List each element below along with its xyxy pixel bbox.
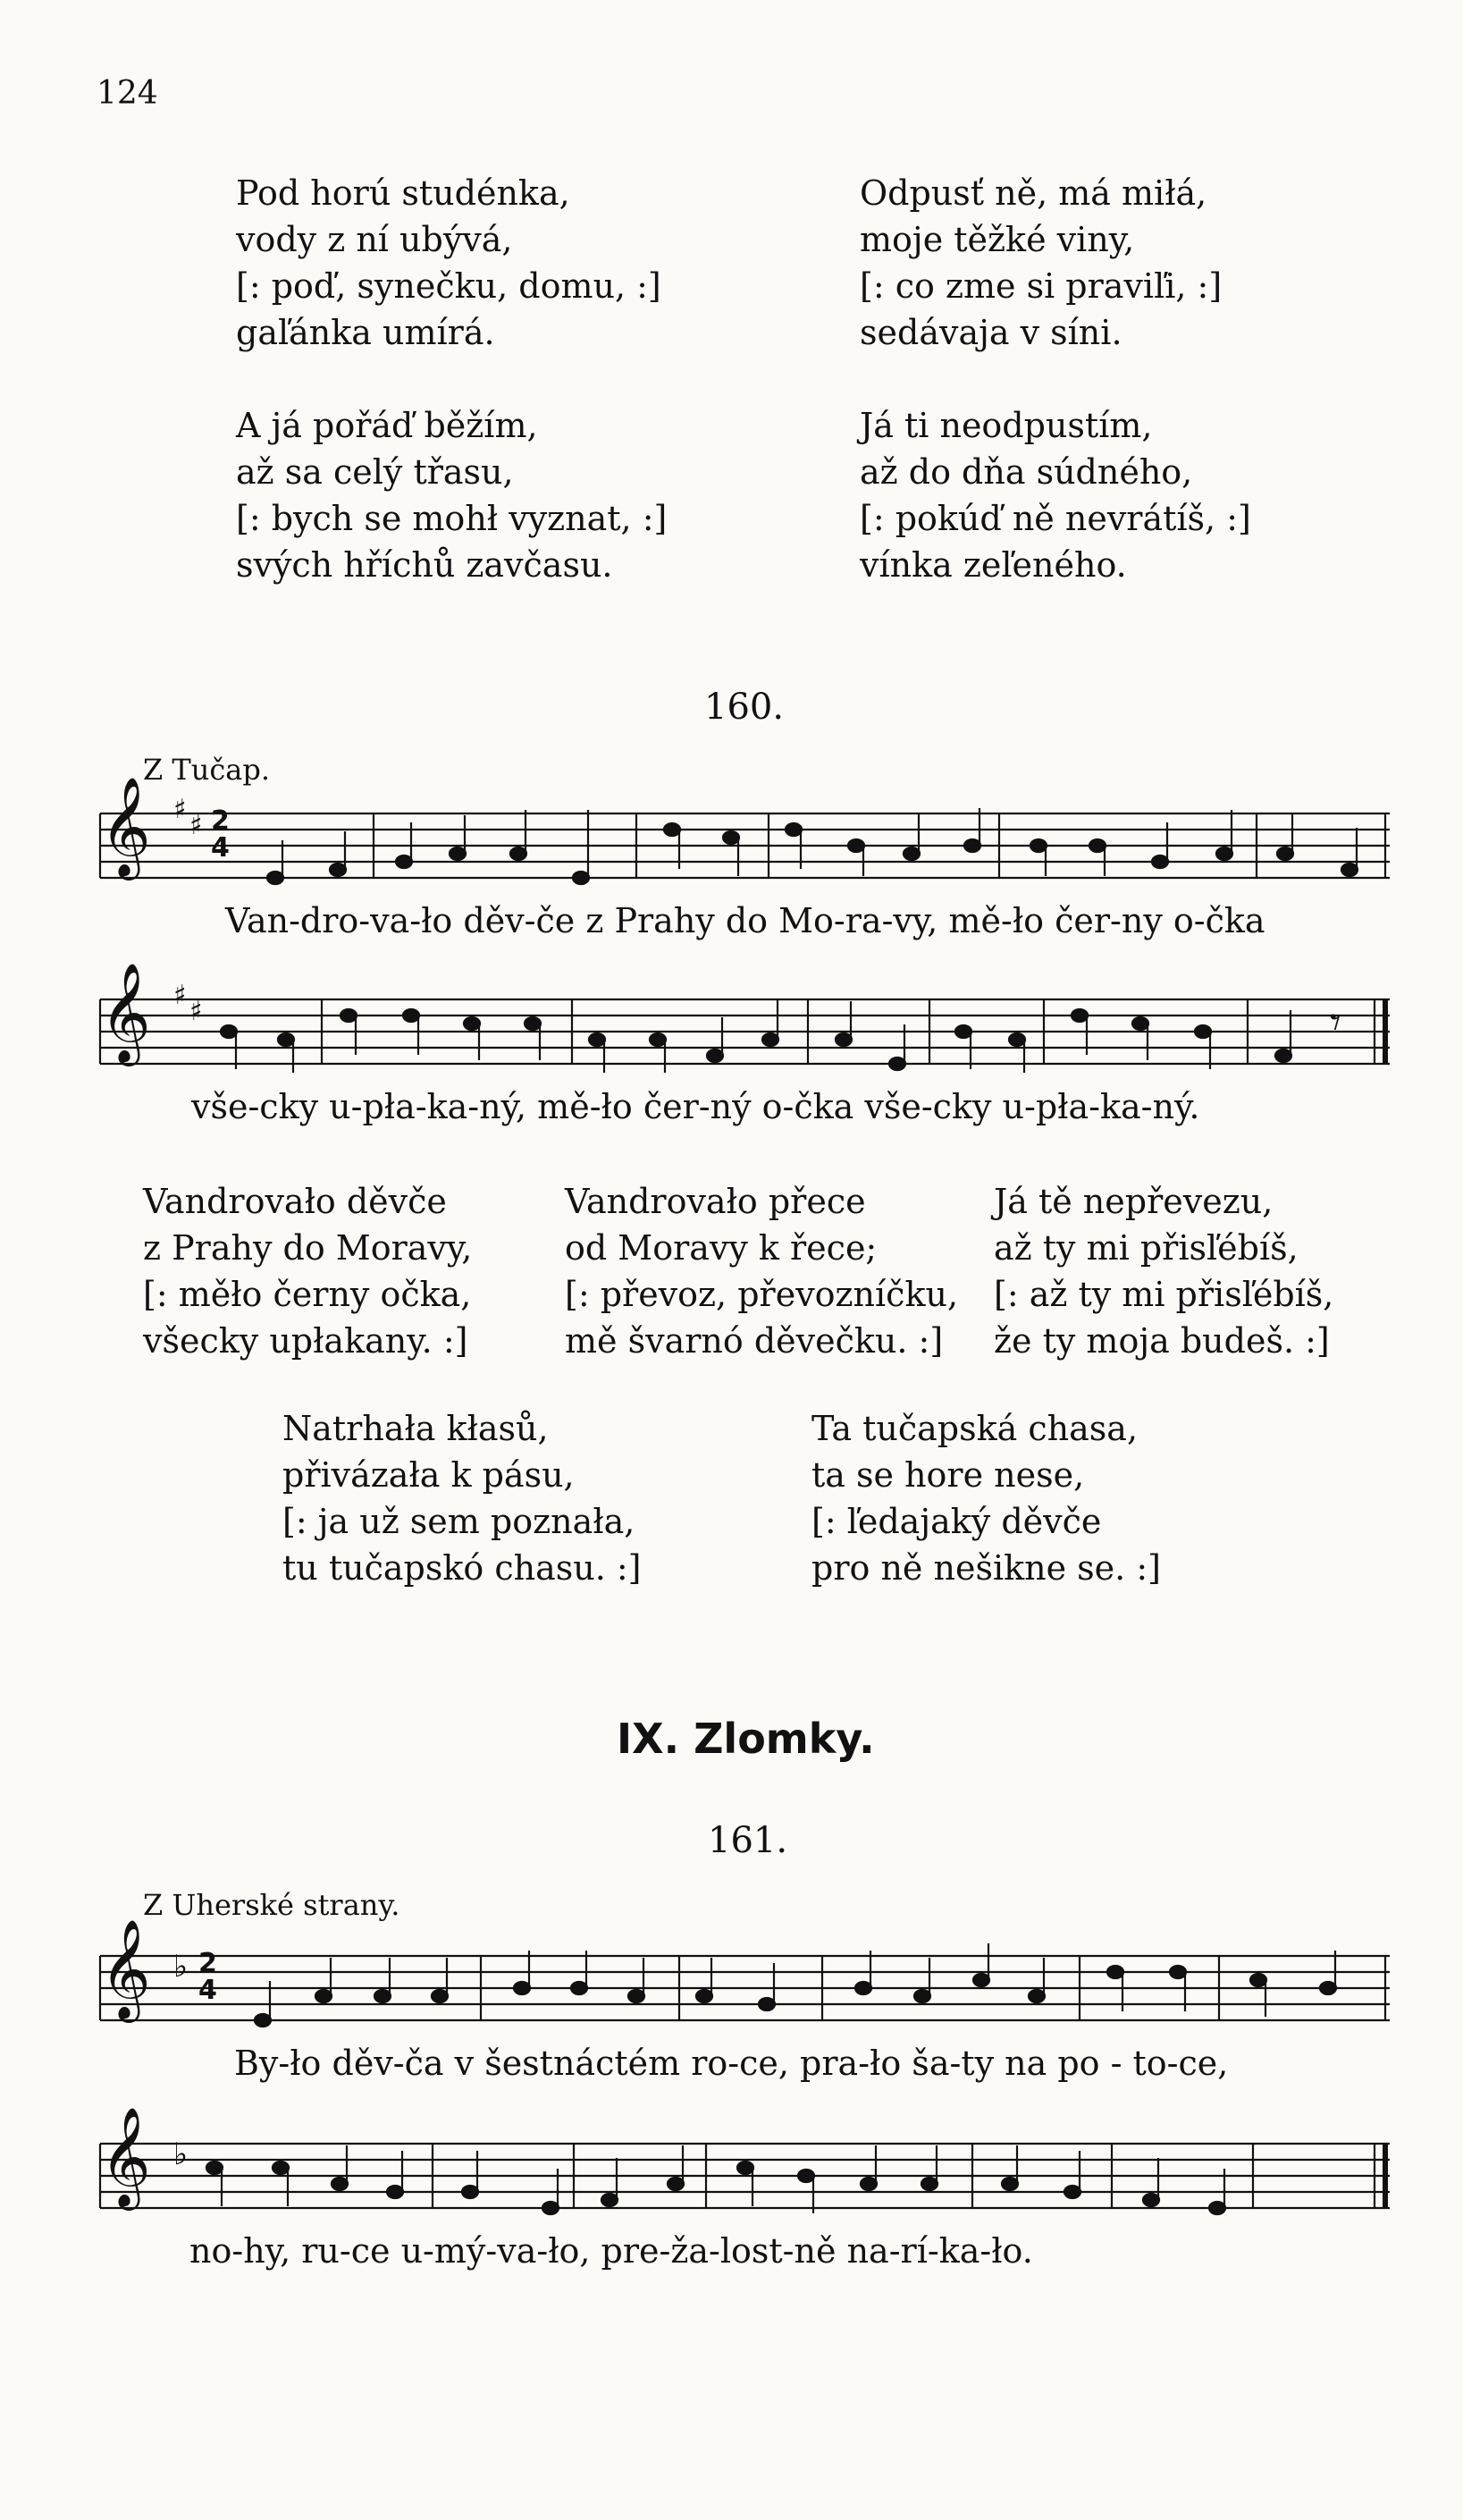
song-number-161: 161. xyxy=(708,1820,788,1861)
song160-verse-5: Ta tučapská chasa, ta se hore nese, [: ľedajaký děvče pro ně nešikne se. :] xyxy=(811,1409,1161,1588)
top-verse-right-1: Odpusť ně, má miłá, moje těžké viny, [: co zme si praviľi, :] sedávaja v síni. xyxy=(860,173,1223,352)
sharp-icon: ♯ xyxy=(189,810,203,841)
song161-lyrics-line-1: By-ło děv-ča v šestnáctém ro-ce, pra-ło ša-ty na po - to-ce, xyxy=(234,2044,1229,2083)
page-number: 124 xyxy=(97,75,158,112)
song160-lyrics-line-2: vše-cky u-pła-ka-ný, mě-ło čer-ný o-čka vše-cky u-pła-ka-ný. xyxy=(191,1087,1200,1126)
song160-verse-4: Natrhała kłasů, přivázała k pásu, [: ja už sem poznała, tu tučapskó chasu. :] xyxy=(282,1409,642,1588)
eighth-rest-icon: 𝄾 xyxy=(1330,998,1341,1048)
song160-verse-1: Vandrovało děvče z Prahy do Moravy, [: měło černy očka, všecky upłakany. :] xyxy=(143,1182,473,1361)
sharp-icon: ♯ xyxy=(173,980,187,1011)
song-origin-161: Z Uherské strany. xyxy=(143,1888,400,1922)
treble-clef-icon: 𝄞 xyxy=(100,2106,151,2206)
top-verse-left-1: Pod horú studénka, vody z ní ubývá, [: poď, synečku, domu, :] gaľánka umírá. xyxy=(236,173,661,352)
song160-lyrics-line-1: Van-dro-va-ło děv-če z Prahy do Mo-ra-vy, mě-ło čer-ny o-čka xyxy=(225,901,1265,940)
time-signature: 2 4 xyxy=(198,1948,217,2006)
song-origin-160: Z Tučap. xyxy=(143,753,271,787)
treble-clef-icon: 𝄞 xyxy=(100,776,151,876)
song161-lyrics-line-2: no-hy, ru-ce u-mý-va-ło, pre-ža-lost-ně na-rí-ka-ło. xyxy=(189,2231,1033,2271)
song160-verse-3: Já tě nepřevezu, až ty mi přisľébíš, [: až ty mi přisľébíš, že ty moja budeš. :] xyxy=(994,1182,1334,1361)
time-signature: 2 4 xyxy=(211,805,230,864)
section-title: IX. Zlomky. xyxy=(617,1715,875,1763)
flat-icon: ♭ xyxy=(173,1949,189,1985)
song-number-160: 160. xyxy=(704,687,785,728)
top-verse-left-2: A já pořáď běžím, až sa celý třasu, [: bych se mohł vyznat, :] svých hříchů zavčasu. xyxy=(236,406,668,585)
treble-clef-icon: 𝄞 xyxy=(100,1918,151,2019)
flat-icon: ♭ xyxy=(173,2137,189,2172)
top-verse-right-2: Já ti neodpustím, až do dňa súdného, [: pokúď ně nevrátíš, :] vínka zeľeného. xyxy=(860,406,1251,585)
treble-clef-icon: 𝄞 xyxy=(100,962,151,1062)
sharp-icon: ♯ xyxy=(189,996,203,1027)
song160-verse-2: Vandrovało přece od Moravy k řece; [: převoz, převozníčku, mě švarnó děvečku. :] xyxy=(565,1182,959,1361)
sharp-icon: ♯ xyxy=(173,794,187,825)
